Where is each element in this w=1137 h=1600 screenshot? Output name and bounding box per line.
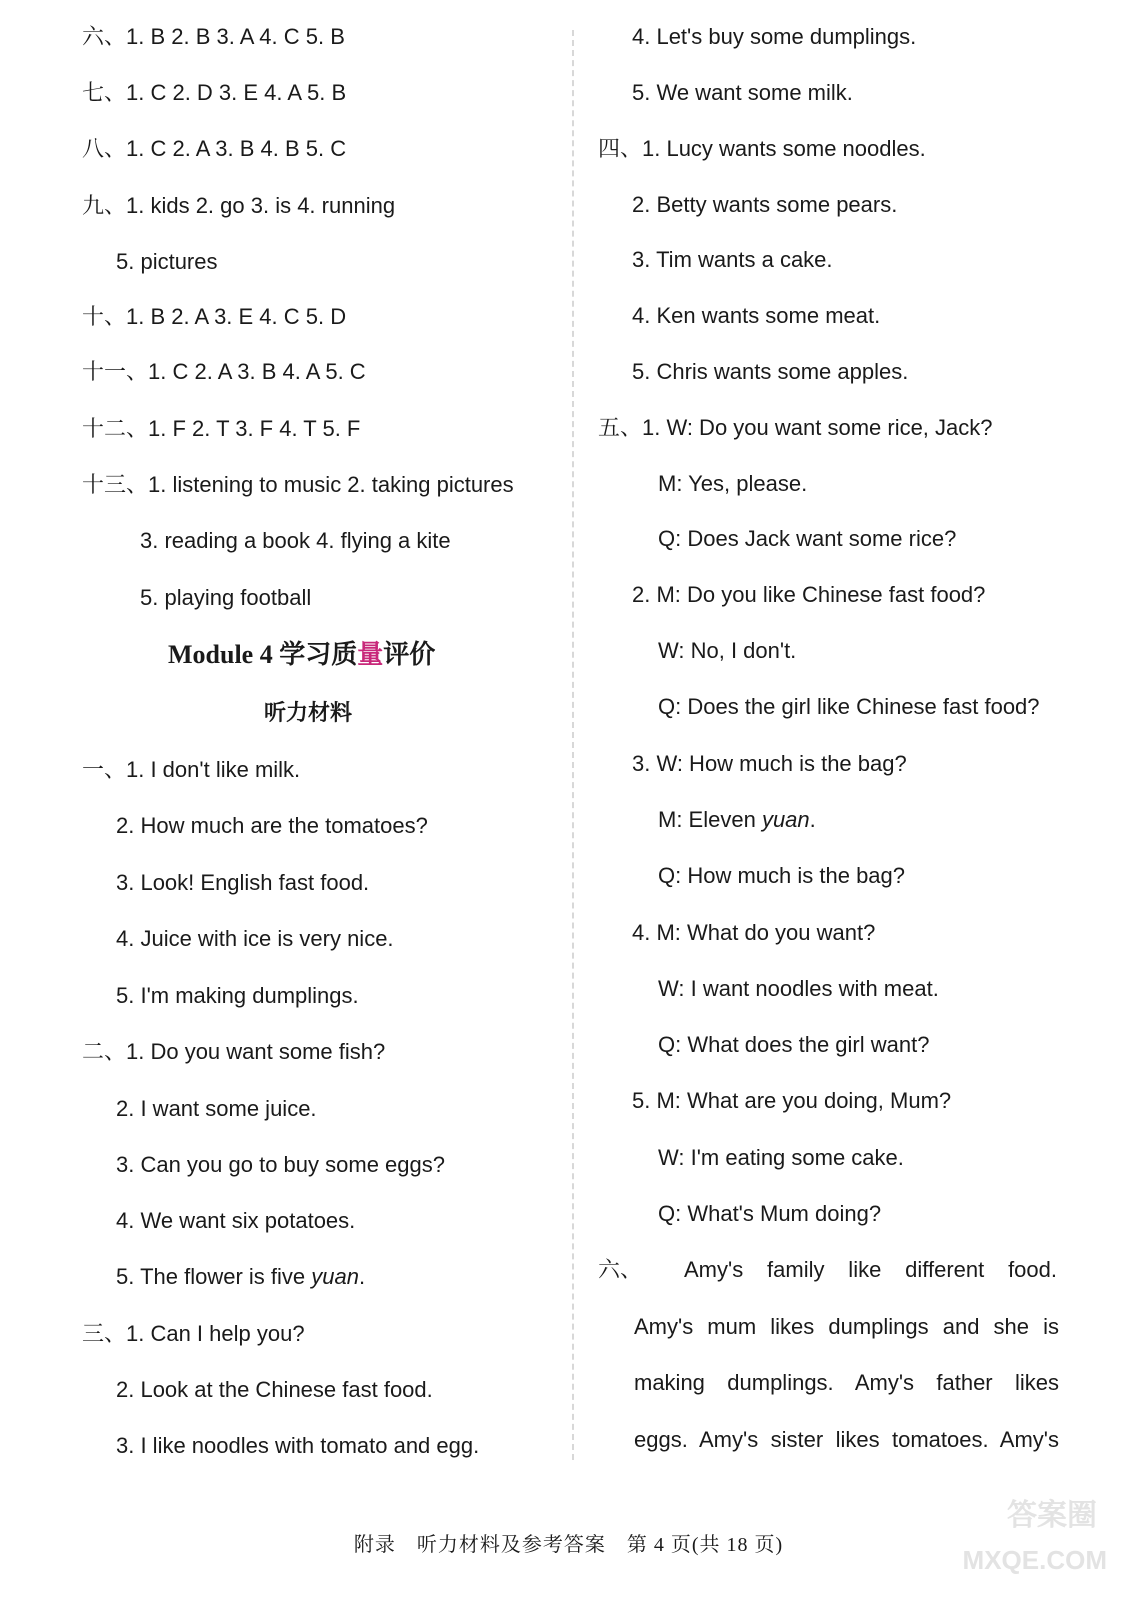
- answer-row-7: 七、1. C 2. D 3. E 4. A 5. B: [82, 80, 347, 105]
- section4-item4: 4. Ken wants some meat.: [632, 303, 881, 328]
- section4-item2: 2. Betty wants some pears.: [632, 192, 898, 217]
- section1-item1: 一、1. I don't like milk.: [82, 757, 301, 782]
- section6-line2: Amy's mum likes dumplings and she is: [634, 1314, 1059, 1339]
- answer-row-8: 八、1. C 2. A 3. B 4. B 5. C: [82, 136, 347, 161]
- section2-item2: 2. I want some juice.: [116, 1096, 317, 1121]
- listening-title: 听力材料: [264, 700, 353, 725]
- watermark-logo: 答案圈 MXQE.COM: [962, 1499, 1107, 1575]
- section3-item2: 2. Look at the Chinese fast food.: [116, 1377, 433, 1402]
- answer-row-9-item5: 5. pictures: [116, 249, 218, 274]
- section6-label: 六、: [598, 1257, 643, 1282]
- page-footer: 附录 听力材料及参考答案 第 4 页(共 18 页): [353, 1534, 784, 1556]
- answer-row-6: 六、1. B 2. B 3. A 4. C 5. B: [82, 24, 345, 49]
- section1-item3: 3. Look! English fast food.: [116, 870, 370, 895]
- section5-item2-q: Q: Does the girl like Chinese fast food?: [658, 694, 1040, 719]
- section2-item4: 4. We want six potatoes.: [116, 1208, 356, 1233]
- section2-item1: 二、1. Do you want some fish?: [82, 1039, 386, 1064]
- answer-row-13-line2: 3. reading a book 4. flying a kite: [140, 528, 451, 553]
- section5-item3-q: Q: How much is the bag?: [658, 863, 906, 888]
- section5-item4: 4. M: What do you want?: [632, 920, 876, 945]
- section5-item5: 5. M: What are you doing, Mum?: [632, 1088, 952, 1113]
- section3-item5: 5. We want some milk.: [632, 80, 853, 105]
- section4-item1: 四、1. Lucy wants some noodles.: [598, 136, 926, 161]
- section5-item5-q: Q: What's Mum doing?: [658, 1201, 882, 1226]
- section6-line1: Amy's family like different food.: [684, 1257, 1057, 1282]
- answer-row-13-line3: 5. playing football: [140, 585, 312, 610]
- section2-item5: 5. The flower is five yuan.: [116, 1264, 366, 1289]
- section5-item3: 3. W: How much is the bag?: [632, 751, 907, 776]
- section5-item1: 五、1. W: Do you want some rice, Jack?: [598, 415, 993, 440]
- section5-item5-w: W: I'm eating some cake.: [658, 1145, 904, 1170]
- answer-row-10: 十、1. B 2. A 3. E 4. C 5. D: [82, 304, 347, 329]
- section1-item5: 5. I'm making dumplings.: [116, 983, 359, 1008]
- answer-row-12: 十二、1. F 2. T 3. F 4. T 5. F: [82, 416, 361, 441]
- section5-item3-m: M: Eleven yuan.: [658, 807, 816, 832]
- answer-row-11: 十一、1. C 2. A 3. B 4. A 5. C: [82, 359, 366, 384]
- highlighted-char: 量: [357, 640, 384, 669]
- answer-row-13: 十三、1. listening to music 2. taking pictures: [82, 472, 514, 497]
- column-divider: [572, 30, 574, 1460]
- section4-item3: 3. Tim wants a cake.: [632, 247, 833, 272]
- section6-line4: eggs. Amy's sister likes tomatoes. Amy's: [634, 1427, 1059, 1452]
- section5-item2: 2. M: Do you like Chinese fast food?: [632, 582, 986, 607]
- section3-item3: 3. I like noodles with tomato and egg.: [116, 1433, 480, 1458]
- section5-item4-w: W: I want noodles with meat.: [658, 976, 939, 1001]
- section3-item1: 三、1. Can I help you?: [82, 1321, 305, 1346]
- section5-item1-m: M: Yes, please.: [658, 471, 808, 496]
- module-title: Module 4 学习质量评价: [168, 640, 436, 669]
- section2-item3: 3. Can you go to buy some eggs?: [116, 1152, 445, 1177]
- section1-item4: 4. Juice with ice is very nice.: [116, 926, 394, 951]
- section5-item4-q: Q: What does the girl want?: [658, 1032, 930, 1057]
- section4-item5: 5. Chris wants some apples.: [632, 359, 909, 384]
- section5-item1-q: Q: Does Jack want some rice?: [658, 526, 957, 551]
- section5-item2-w: W: No, I don't.: [658, 638, 797, 663]
- section1-item2: 2. How much are the tomatoes?: [116, 813, 428, 838]
- section3-item4: 4. Let's buy some dumplings.: [632, 24, 917, 49]
- section6-line3: making dumplings. Amy's father likes: [634, 1370, 1059, 1395]
- answer-row-9: 九、1. kids 2. go 3. is 4. running: [82, 193, 396, 218]
